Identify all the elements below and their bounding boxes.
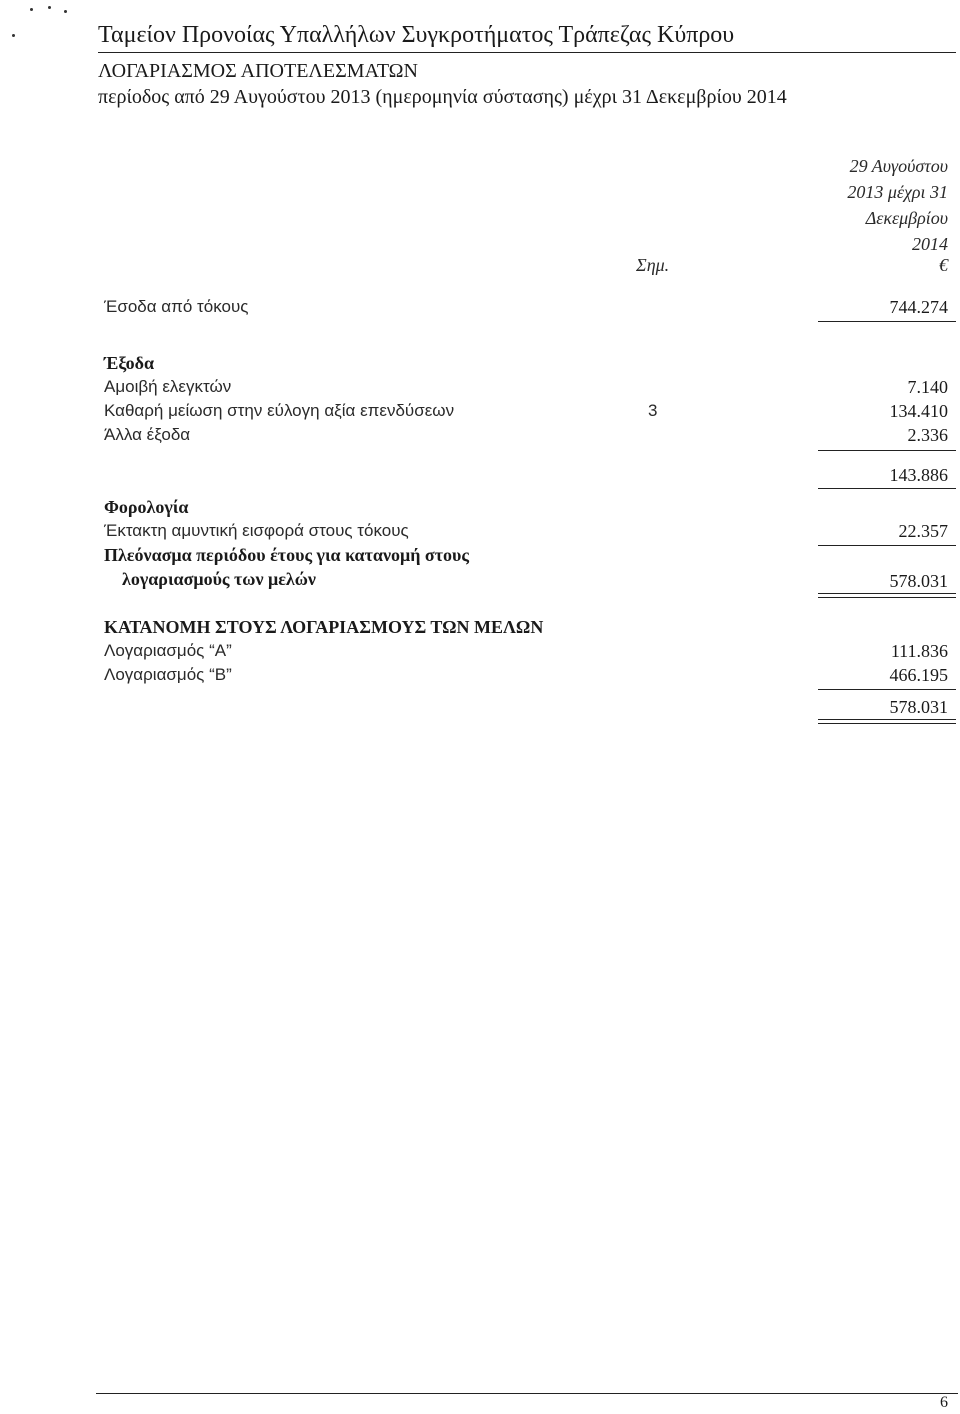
surplus-value: 578.031 (889, 571, 948, 591)
expense-value-fair-value: 134.410 (889, 401, 948, 421)
scan-speck (12, 34, 15, 37)
tax-underline (818, 545, 956, 546)
note-column-label: Σημ. (636, 255, 670, 275)
page-number: 6 (940, 1394, 948, 1411)
column-period-line-2: 2013 μέχρι 31 (847, 182, 948, 202)
scan-speck (30, 8, 33, 11)
surplus-label-line-2: λογαριασμούς των μελών (122, 569, 316, 589)
expense-label-fair-value: Καθαρή μείωση στην εύλογη αξία επενδύσεων (104, 401, 455, 420)
allocation-value-a: 111.836 (890, 641, 948, 661)
tax-heading: Φορολογία (104, 497, 189, 517)
title-underline (98, 52, 956, 53)
expense-label-auditors: Αμοιβή ελεγκτών (104, 377, 232, 396)
currency-label: € (939, 255, 948, 275)
income-underline (818, 321, 956, 322)
allocation-total: 578.031 (889, 697, 948, 717)
statement-period: περίοδος από 29 Αυγούστου 2013 (ημερομηνία σύστασης) μέχρι 31 Δεκεμβρίου 2014 (98, 86, 787, 108)
expense-note-fair-value: 3 (648, 401, 658, 420)
allocation-heading: ΚΑΤΑΝΟΜΗ ΣΤΟΥΣ ΛΟΓΑΡΙΑΣΜΟΥΣ ΤΩΝ ΜΕΛΩΝ (104, 617, 544, 637)
document-title: Ταμείον Προνοίας Υπαλλήλων Συγκροτήματος Τράπεζας Κύπρου (98, 22, 735, 48)
expenses-total-underline (818, 488, 956, 489)
column-period-line-1: 29 Αυγούστου (849, 156, 948, 176)
surplus-double-underline (818, 593, 956, 598)
allocation-label-a: Λογαριασμός “Α” (104, 641, 232, 660)
allocation-total-double-underline (818, 719, 956, 724)
column-period-line-3: Δεκεμβρίου (865, 208, 948, 228)
column-period-line-4: 2014 (912, 234, 948, 254)
statement-title: ΛΟΓΑΡΙΑΣΜΟΣ ΑΠΟΤΕΛΕΣΜΑΤΩΝ (98, 60, 418, 82)
expenses-total: 143.886 (889, 465, 948, 485)
tax-label: Έκτακτη αμυντική εισφορά στους τόκους (104, 521, 409, 540)
tax-value: 22.357 (898, 521, 948, 541)
expense-label-other: Άλλα έξοδα (104, 425, 191, 444)
allocation-label-b: Λογαριασμός “Β” (104, 665, 232, 684)
income-label: Έσοδα από τόκους (104, 297, 249, 316)
allocation-underline (818, 689, 956, 690)
scan-speck (48, 6, 51, 9)
expense-value-other: 2.336 (907, 425, 948, 445)
scan-speck (64, 10, 67, 13)
expenses-underline (818, 450, 956, 451)
expenses-heading: Έξοδα (104, 353, 155, 373)
surplus-label-line-1: Πλεόνασμα περιόδου έτους για κατανομή στους (104, 545, 469, 565)
allocation-value-b: 466.195 (889, 665, 948, 685)
income-value: 744.274 (889, 297, 948, 317)
expense-value-auditors: 7.140 (907, 377, 948, 397)
